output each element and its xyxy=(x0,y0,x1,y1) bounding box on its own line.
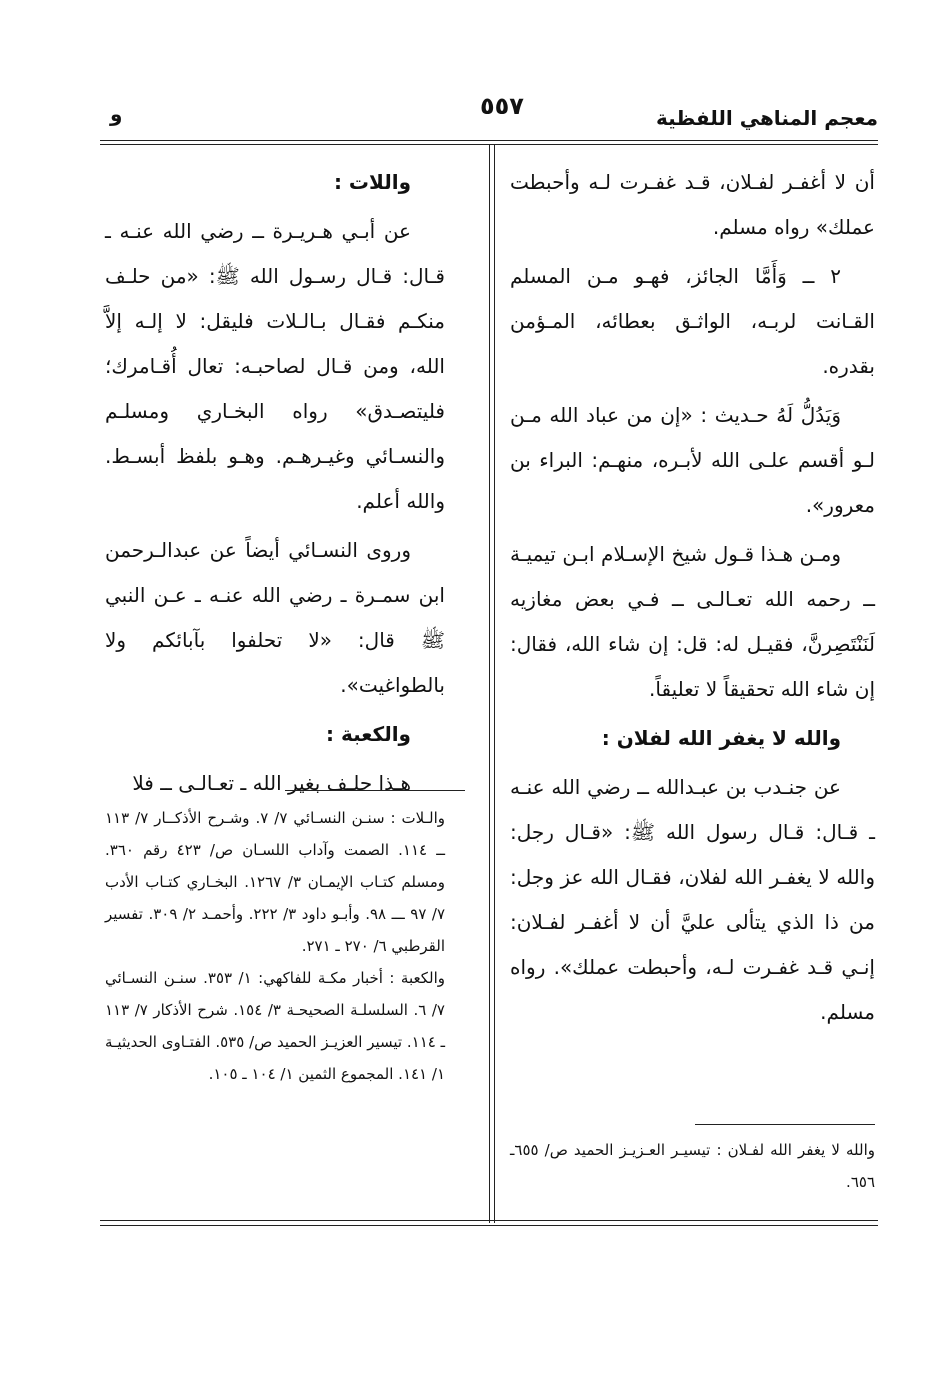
column-divider-right xyxy=(494,145,495,1223)
footnote-text: والـلات : سنـن النسـائي ٧/ ٧. وشـرح الأذكــار ٧/ ١١٣ ــ ١١٤. الصمت وآداب اللسـان ص/ ٤٢٣ رقم ٣٦٠. ومسلم كتـاب الإيمـان ٣/ ١٢٦٧. البخـاري كتـاب الأدب ٧/ ٩٧ ـــ ٩٨. وأبـو داود ٣/ ٢٢٢. وأحمـد ٢/ ٣٠٩. تفسير القرطبي ٦/ ٢٧٠ ـ ٢٧١. xyxy=(105,809,446,955)
header-rule-top xyxy=(100,140,878,141)
footnote-text: والكعبة : أخبار مكـة للفاكهي: ١/ ٣٥٣. سنـن النسـائي ٧/ ٦. السلسلـة الصحيحـة ٣/ ١٥٤. شرح الأذكار ٧/ ١١٣ ـ ١١٤. تيسير العزيـز الحميد ص/ ٥٣٥. الفتـاوى الحديثيـة ١/ ١٤١. المجموع الثمين ١/ ١٠٤ ـ ١٠٥. xyxy=(105,969,445,1083)
footer-rule-top xyxy=(100,1220,878,1221)
page-number: ٥٥٧ xyxy=(480,92,524,120)
paragraph: وَيَدُلُّ لَهُ حـديث : «إن من عباد الله مـن لـو أقسم علـى الله لأبـره، منهـم: البراء بن معرور». xyxy=(510,403,875,517)
footnote-rule-left xyxy=(285,790,465,791)
footnote-left xyxy=(105,802,445,1090)
footer-rule-bottom xyxy=(100,1225,878,1226)
footnote-rule-right xyxy=(695,1124,875,1125)
paragraph: وروى النسـائي أيضاً عن عبدالـرحمن ابن سمـرة ـ رضي الله عنـه ـ عـن النبي ﷺ قال: «لا تحلفوا بآبائكم ولا بالطواغيت». xyxy=(105,538,445,697)
section-letter: و xyxy=(110,102,123,126)
column-divider-left xyxy=(489,145,490,1223)
left-column xyxy=(105,160,445,810)
footnote-right xyxy=(510,1134,875,1198)
page-header xyxy=(100,92,878,132)
paragraph: عن جنـدب بن عبـدالله ــ رضي الله عنـه ـ قـال: قـال رسول الله ﷺ: «قـال رجل: والله لا يغفـر الله لفلان، فقـال الله عز وجل: من ذا الذي يتألى عليَّ أن لا أغفـر لفـلان: إنـي قـد غفـرت لـه، وأحبطت عملك». رواه مسلم. xyxy=(510,775,875,1024)
paragraph: أن لا أغفـر لفـلان، قـد غفـرت لـه وأحبطت عملك» رواه مسلم. xyxy=(510,170,875,239)
section-heading: والكعبة : xyxy=(326,722,411,746)
running-title: معجم المناهي اللفظية xyxy=(656,106,878,130)
paragraph: هـذا حلـف بغير الله ـ تعـالـى ــ فلا xyxy=(132,771,411,795)
section-heading: واللات : xyxy=(333,170,411,194)
paragraph: ومـن هـذا قـول شيخ الإسـلام ابـن تيميـة ــ رحمه الله تعـالـى ــ فـي بعض مغازيه لَنَنْتَصِرنَّ، فقيـل له: قل: إن شاء الله، فقال: إن شاء الله تحقيقاً لا تعليقاً. xyxy=(510,542,875,701)
right-column xyxy=(510,160,875,1039)
footnote-text: والله لا يغفر الله لفـلان : تيسيـر العـزيـز الحميد ص/ ٦٥٥ـ ٦٥٦. xyxy=(510,1141,875,1191)
paragraph: عن أبـي هـريـرة ــ رضي الله عنـه ـ قـال: قـال رسـول الله ﷺ: «من حلـف منكـم فقـال بـالـلات فليقل: لا إلـه إلاَّ الله، ومن قـال لصاحبـه: تعال أُقـامرك؛ فليتصـدق» رواه البخـاري ومسلـم والنسـائي وغيـرهـم. وهـو بلفظ أبسـط. والله أعلم. xyxy=(105,219,445,513)
paragraph: ٢ ــ وَأَمَّا الجائز، فهـو مـن المسلم القـانت لربـه، الواثـق بعطائه، المـؤمن بقدره. xyxy=(510,264,875,378)
section-heading: والله لا يغفر الله لفلان : xyxy=(601,726,841,750)
